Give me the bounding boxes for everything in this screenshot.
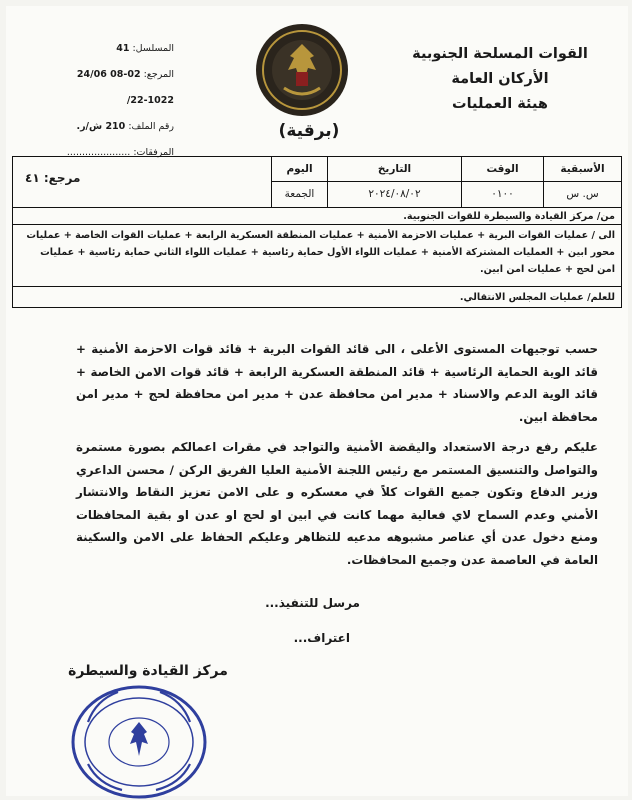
priority-header: الأسبقية <box>544 157 621 182</box>
attachments-value: ..................... <box>66 147 131 158</box>
date-cell <box>327 157 461 207</box>
acknowledgement: اعتراف... <box>293 631 350 645</box>
from-line: من/ مركز القيادة والسيطرة للقوات الجنوبية. <box>13 209 621 225</box>
emblem-logo <box>254 22 350 118</box>
signature-line: مركز القيادة والسيطرة <box>68 663 228 679</box>
day-header: اليوم <box>272 157 327 182</box>
priority-cell <box>543 157 621 207</box>
reference-value: 02-08 24/06 <box>76 69 141 80</box>
authority-line-2: الأركان العامة <box>451 71 549 87</box>
time-cell <box>461 157 543 207</box>
time-header: الوقت <box>462 157 543 182</box>
date-header: التاريخ <box>328 157 461 182</box>
reference-label: المرجع: <box>143 69 174 80</box>
official-stamp <box>64 674 214 800</box>
file-value: 210 ش/ر. <box>76 121 126 132</box>
file-label: رقم الملف: <box>128 121 174 132</box>
body-paragraph-2: عليكم رفع درجة الاستعداد واليقضة الأمنية والتواجد في مقرات اعمالكم بصورة مستمرة والتواصل والتنسيق المستمر مع رئيس اللجنة الأمنية العليا الفريق الركن / محسن الداعري وزير الدفاع وتكون جميع القوات كلاً في معسكره و على الامن تعزيز النقاط والانتشار الأمني وعدم السماح لاي فعالية مهما كانت في ابين او لحج او عدن او بقية المحافظات ومنع دخول عدن أي عناصر مشبوهه مدعيه للتظاهر وعليكم الحفاظ على الامن والسكينة العامة في العاصمة عدن وجميع المحافظات. <box>76 440 598 567</box>
send-for-execution: مرسل للتنفيذ... <box>265 596 360 610</box>
reference-line <box>64 62 174 88</box>
body-paragraph-1: حسب توجيهات المستوى الأعلى ، الى قائد القوات البرية + قائد قوات الاحزمة الأمنية + قائد الوية الحماية الرئاسية + قائد المنطقة العسكرية الرابعة + قائد قوات الامن الخاصة + قائد الوية الدعم والاسناد + مدير امن محافظة عدن + مدير امن محافظة لحج + مدير امن محافظة ابين. <box>76 342 598 424</box>
reference-line-2 <box>64 88 174 114</box>
to-line: الى / عمليات القوات البرية + عمليات الاحزمة الأمنية + عمليات المنطقة العسكرية الرابعة + عمليات القوات الخاصة + عمليات محور ابين + العمليات المشتركة الأمنية + عمليات اللواء الأول حماية رئاسية + عمليات اللواء الثاني حماية رئاسية + عمليات امن لحج + عمليات امن ابين. <box>13 227 621 287</box>
issuing-authority <box>400 42 600 117</box>
info-line: للعلم/ عمليات المجلس الانتقالي. <box>459 292 615 303</box>
table-header-row <box>13 157 621 208</box>
attachments-label: المرفقات: <box>133 147 174 158</box>
time-value: ٠١٠٠ <box>491 188 514 200</box>
day-value: الجمعة <box>284 188 315 200</box>
serial-value: 41 <box>116 43 130 54</box>
cable-header-table <box>12 156 622 308</box>
document-title: (برقية) <box>278 121 340 141</box>
priority-value: س. س <box>566 188 599 200</box>
file-line <box>64 114 174 140</box>
reference-value-2: 22-1022/ <box>126 95 174 106</box>
document-meta <box>64 36 174 166</box>
day-cell <box>271 157 327 207</box>
serial-label: المسلسل: <box>132 43 174 54</box>
memo-page <box>6 6 628 796</box>
serial-line <box>64 36 174 62</box>
reference-number: مرجع: ٤١ <box>25 171 81 185</box>
authority-line-3: هيئة العمليات <box>452 96 548 112</box>
authority-line-1: القوات المسلحة الجنوبية <box>412 46 588 62</box>
date-value: ٢٠٢٤/٠٨/٠٢ <box>368 188 421 200</box>
